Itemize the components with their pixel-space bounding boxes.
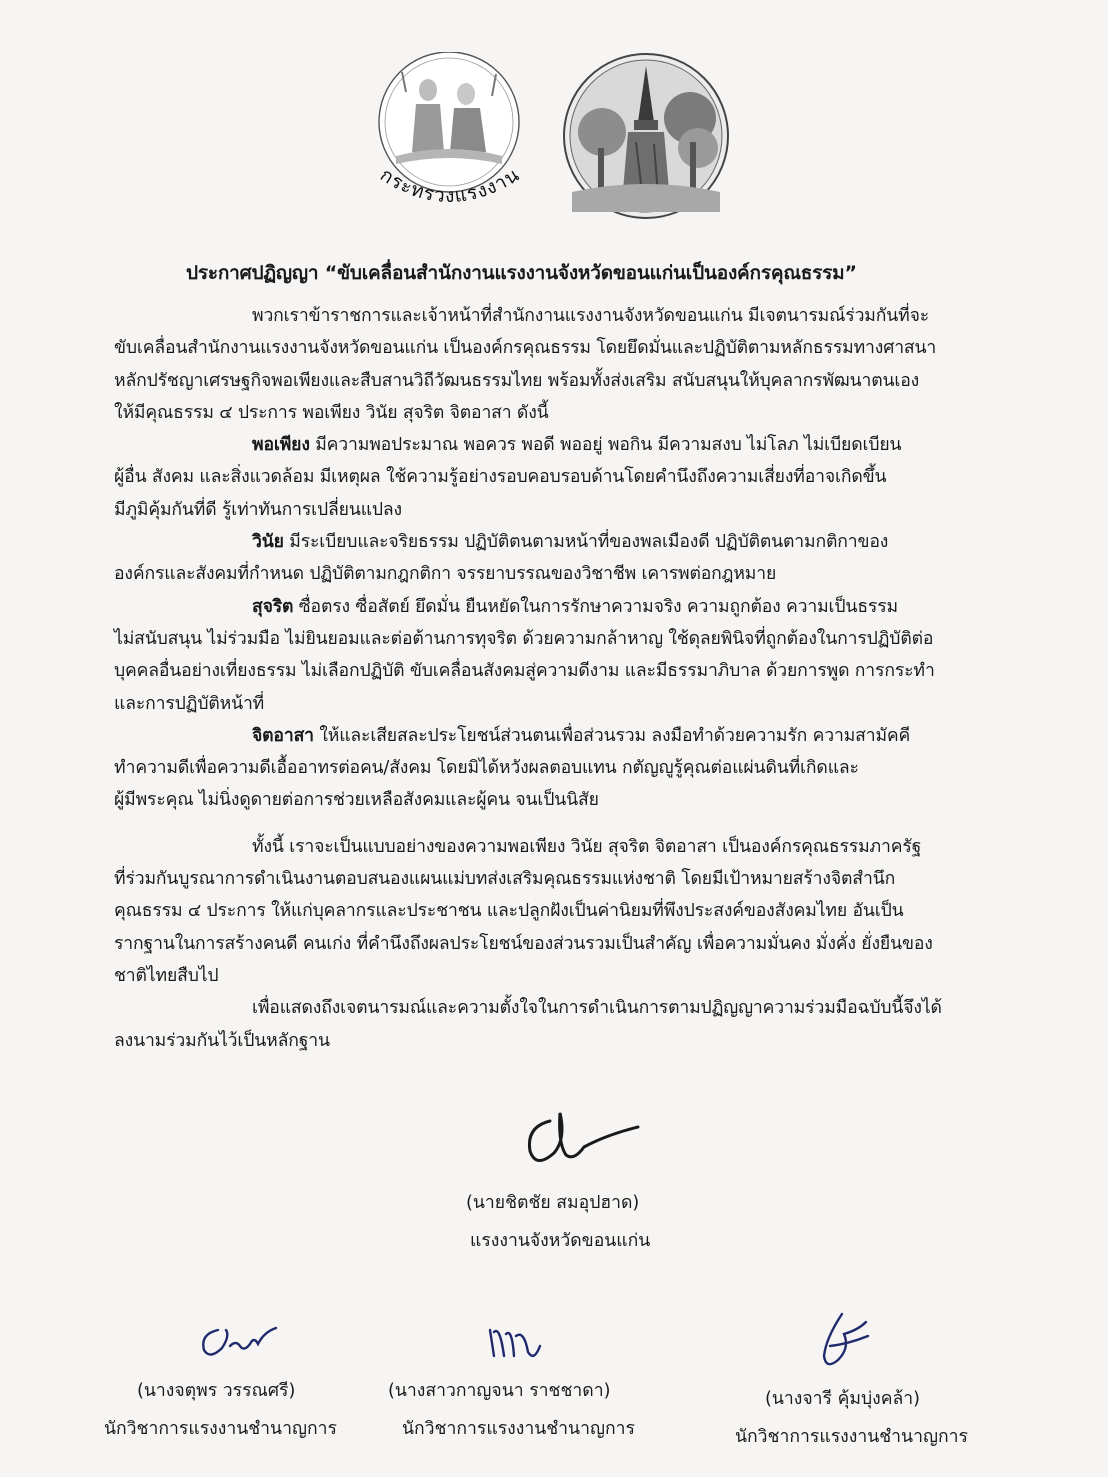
commitment-line: คุณธรรม ๔ ประการ ให้แก่บุคลากรและประชาชน และปลูกฝังเป็นค่านิยมที่พึงประสงค์ของสังคมไทย อันเป็น	[114, 901, 904, 922]
intro-line: พวกเราข้าราชการและเจ้าหน้าที่สำนักงานแรงงานจังหวัดขอนแก่น มีเจตนารมณ์ร่วมกันที่จะ	[252, 306, 930, 326]
virtue-discipline-line: องค์กรและสังคมที่กำหนด ปฏิบัติตามกฎกติกา จรรยาบรรณของวิชาชีพ เคารพต่อกฎหมาย	[114, 564, 777, 585]
intro-line: ขับเคลื่อนสำนักงานแรงงานจังหวัดขอนแก่น เป็นองค์กรคุณธรรม โดยยึดมั่นและปฏิบัติตามหลักธรรมทางศาสนา	[114, 338, 937, 359]
declaration-body	[114, 300, 1026, 1057]
virtue-term-honesty: สุจริต	[252, 596, 294, 617]
main-signature-image	[520, 1103, 650, 1173]
declaration-title: ประกาศปฏิญญา “ขับเคลื่อนสำนักงานแรงงานจังหวัดขอนแก่นเป็นองค์กรคุณธรรม”	[186, 262, 857, 284]
virtue-honesty-line: และการปฏิบัติหน้าที่	[114, 693, 265, 714]
svg-text:กระทรวงแรงงาน: กระทรวงแรงงาน	[376, 163, 524, 208]
left-signature-image	[196, 1322, 286, 1362]
virtue-discipline-line: วินัย มีระเบียบและจริยธรรม ปฏิบัติตนตามหน้าที่ของพลเมืองดี ปฏิบัติตนตามกติกาของ	[252, 532, 889, 553]
ministry-of-labour-seal	[356, 52, 542, 222]
virtue-volunteer-line: จิตอาสา ให้และเสียสละประโยชน์ส่วนตนเพื่อส่วนรวม ลงมือทำด้วยความรัก ความสามัคคี	[252, 725, 911, 746]
virtue-honesty-line: บุคคลอื่นอย่างเที่ยงธรรม ไม่เลือกปฏิบัติ ขับเคลื่อนสังคมสู่ความดีงาม และมีธรรมาภิบาล ด้วยการพูด การกระทำ	[114, 661, 935, 682]
right-signatory-position: นักวิชาการแรงงานชำนาญการ	[735, 1427, 968, 1447]
commitment-line: ที่ร่วมกันบูรณาการดำเนินงานตอบสนองแผนแม่บทส่งเสริมคุณธรรมแห่งชาติ โดยมีเป้าหมายสร้างจิตสำนึก	[114, 869, 896, 890]
closing-line: ลงนามร่วมกันไว้เป็นหลักฐาน	[114, 1030, 330, 1051]
left-signatory-name: (นางจตุพร วรรณศรี)	[137, 1381, 296, 1401]
center-signatory-name: (นางสาวกาญจนา ราชชาดา)	[388, 1381, 611, 1401]
virtue-volunteer-line: ผู้มีพระคุณ ไม่นิ่งดูดายต่อการช่วยเหลือสังคมและผู้คน จนเป็นนิสัย	[114, 790, 599, 811]
virtue-volunteer-line: ทำความดีเพื่อความดีเอื้ออาทรต่อคน/สังคม โดยมิได้หวังผลตอบแทน กตัญญูรู้คุณต่อแผ่นดินที่เกิดและ	[114, 758, 859, 779]
virtue-sufficiency-line: มีภูมิคุ้มกันที่ดี รู้เท่าทันการเปลี่ยนแปลง	[114, 499, 402, 520]
khon-kaen-province-seal	[562, 52, 730, 220]
virtue-term-sufficiency: พอเพียง	[252, 435, 310, 456]
right-signatory-name: (นางจารี คุ้มบุ่งคล้า)	[765, 1389, 921, 1409]
intro-line: ให้มีคุณธรรม ๔ ประการ พอเพียง วินัย สุจริต จิตอาสา ดังนี้	[114, 402, 549, 423]
left-signatory-position: นักวิชาการแรงงานชำนาญการ	[104, 1419, 337, 1439]
virtue-term-volunteer: จิตอาสา	[252, 725, 314, 746]
right-signature-image	[808, 1308, 878, 1372]
virtue-term-discipline: วินัย	[252, 532, 284, 553]
main-signatory-name: (นายชิตชัย สมอุปฮาด)	[466, 1193, 640, 1213]
virtue-honesty-line: ไม่สนับสนุน ไม่ร่วมมือ ไม่ยินยอมและต่อต้านการทุจริต ด้วยความกล้าหาญ ใช้ดุลยพินิจที่ถูกต้องในการปฏิบัติต่อ	[114, 628, 934, 649]
commitment-line: ชาติไทยสืบไป	[114, 965, 219, 986]
commitment-line: รากฐานในการสร้างคนดี คนเก่ง ที่คำนึงถึงผลประโยชน์ของส่วนรวมเป็นสำคัญ เพื่อความมั่นคง มั่งคั่ง ยั่งยืนของ	[114, 933, 933, 954]
virtue-sufficiency-line: ผู้อื่น สังคม และสิ่งแวดล้อม มีเหตุผล ใช้ความรู้อย่างรอบคอบรอบด้านโดยคำนึงถึงความเสี่ยงที่อาจเกิดขึ้น	[114, 467, 887, 488]
commitment-line: ทั้งนี้ เราจะเป็นแบบอย่างของความพอเพียง วินัย สุจริต จิตอาสา เป็นองค์กรคุณธรรมภาครัฐ	[252, 836, 922, 857]
virtue-honesty-line: สุจริต ซื่อตรง ซื่อสัตย์ ยึดมั่น ยืนหยัดในการรักษาความจริง ความถูกต้อง ความเป็นธรรม	[252, 596, 898, 617]
closing-line: เพื่อแสดงถึงเจตนารมณ์และความตั้งใจในการดำเนินการตามปฏิญญาความร่วมมือฉบับนี้จึงได้	[252, 998, 942, 1019]
center-signatory-position: นักวิชาการแรงงานชำนาญการ	[402, 1419, 635, 1439]
intro-line: หลักปรัชญาเศรษฐกิจพอเพียงและสืบสานวิถีวัฒนธรรมไทย พร้อมทั้งส่งเสริม สนับสนุนให้บุคลากรพัฒนาตนเอง	[114, 370, 920, 391]
main-signatory-position: แรงงานจังหวัดขอนแก่น	[470, 1231, 651, 1251]
center-signature-image	[480, 1322, 560, 1366]
virtue-sufficiency-line: พอเพียง มีความพอประมาณ พอควร พอดี พออยู่ พอกิน มีความสงบ ไม่โลภ ไม่เบียดเบียน	[252, 435, 902, 456]
